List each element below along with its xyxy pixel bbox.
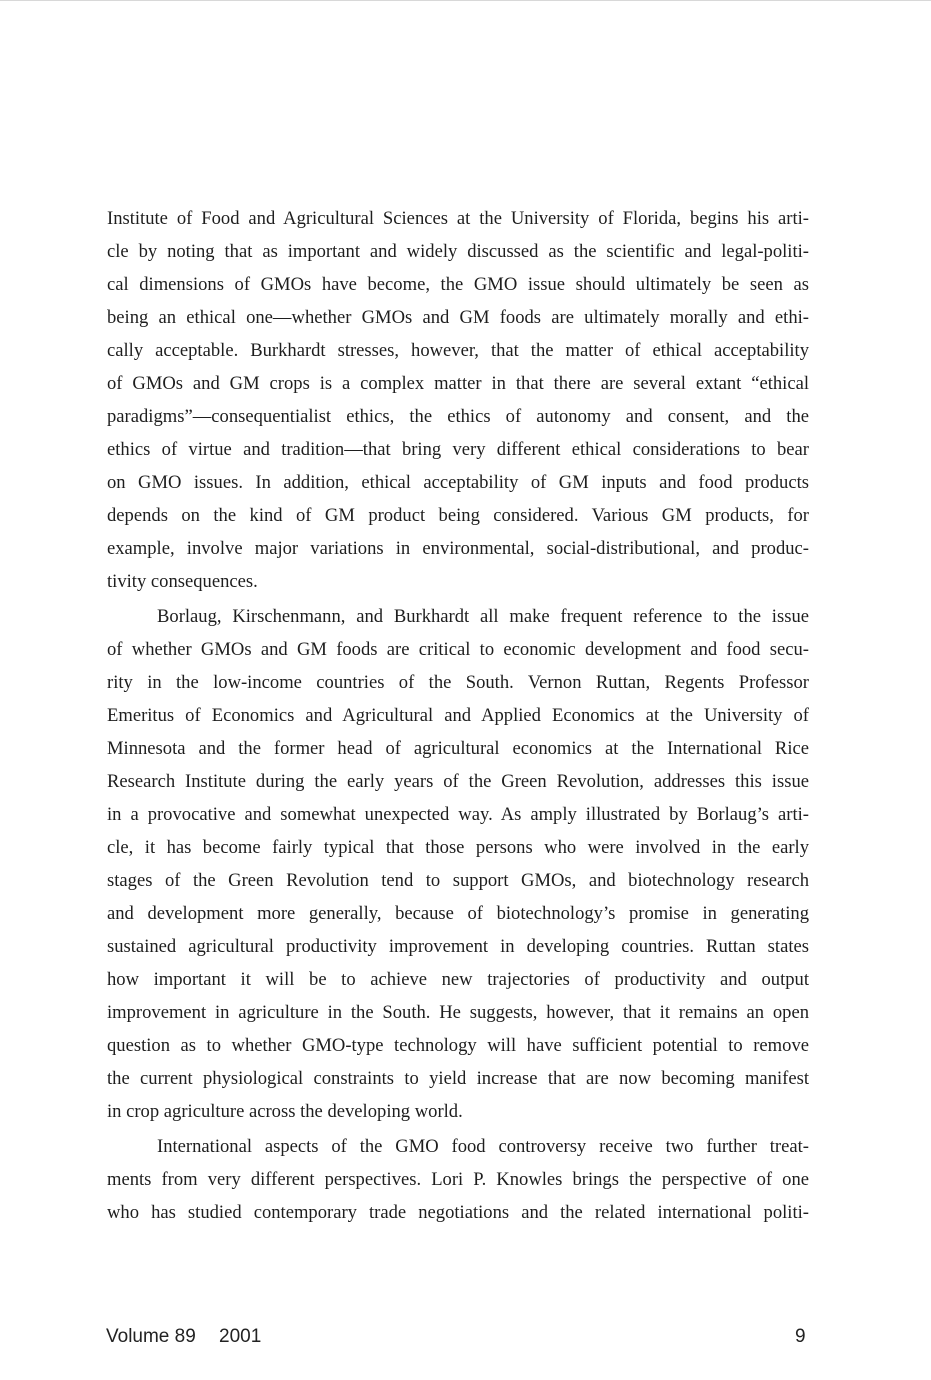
- text-line: of whether GMOs and GM foods are critical to economic development and food secu-: [107, 639, 809, 660]
- text-line: on GMO issues. In addition, ethical acceptability of GM inputs and food products: [107, 472, 809, 493]
- text-line: the current physiological constraints to yield increase that are now becoming manifest: [107, 1068, 809, 1089]
- text-line: being an ethical one—whether GMOs and GM foods are ultimately morally and ethi-: [107, 307, 809, 328]
- text-line: ments from very different perspectives. Lori P. Knowles brings the perspective of one: [107, 1169, 809, 1190]
- text-line: question as to whether GMO-type technology will have sufficient potential to remove: [107, 1035, 809, 1056]
- text-line: of GMOs and GM crops is a complex matter in that there are several extant “ethical: [107, 373, 809, 394]
- text-line: sustained agricultural productivity improvement in developing countries. Ruttan states: [107, 936, 809, 957]
- text-line: rity in the low-income countries of the South. Vernon Ruttan, Regents Professor: [107, 672, 809, 693]
- text-line: cle, it has become fairly typical that those persons who were involved in the early: [107, 837, 809, 858]
- text-line: cle by noting that as important and widely discussed as the scientific and legal-politi-: [107, 241, 809, 262]
- text-line: Borlaug, Kirschenmann, and Burkhardt all make frequent reference to the issue: [157, 606, 809, 627]
- text-line: in a provocative and somewhat unexpected way. As amply illustrated by Borlaug’s arti-: [107, 804, 809, 825]
- text-line: ethics of virtue and tradition—that bring very different ethical considerations to bear: [107, 439, 809, 460]
- text-line: improvement in agriculture in the South. He suggests, however, that it remains an open: [107, 1002, 809, 1023]
- text-line: example, involve major variations in environmental, social-distributional, and produc-: [107, 538, 809, 559]
- top-edge-rule: [0, 0, 931, 1]
- text-line: who has studied contemporary trade negotiations and the related international politi-: [107, 1202, 809, 1223]
- text-line: how important it will be to achieve new trajectories of productivity and output: [107, 969, 809, 990]
- text-line: Institute of Food and Agricultural Sciences at the University of Florida, begins his arti-: [107, 208, 809, 229]
- footer-volume: Volume 89: [106, 1326, 196, 1347]
- page-number: 9: [795, 1326, 806, 1347]
- text-line: Research Institute during the early years of the Green Revolution, addresses this issue: [107, 771, 809, 792]
- text-line: cally acceptable. Burkhardt stresses, however, that the matter of ethical acceptability: [107, 340, 809, 361]
- text-line: International aspects of the GMO food controversy receive two further treat-: [157, 1136, 809, 1157]
- text-line: in crop agriculture across the developing world.: [107, 1101, 463, 1122]
- text-line: tivity consequences.: [107, 571, 258, 592]
- text-line: and development more generally, because of biotechnology’s promise in generating: [107, 903, 809, 924]
- text-line: paradigms”—consequentialist ethics, the ethics of autonomy and consent, and the: [107, 406, 809, 427]
- text-line: Emeritus of Economics and Agricultural and Applied Economics at the University of: [107, 705, 809, 726]
- text-line: stages of the Green Revolution tend to support GMOs, and biotechnology research: [107, 870, 809, 891]
- text-line: cal dimensions of GMOs have become, the GMO issue should ultimately be seen as: [107, 274, 809, 295]
- text-line: Minnesota and the former head of agricultural economics at the International Rice: [107, 738, 809, 759]
- text-line: depends on the kind of GM product being considered. Various GM products, for: [107, 505, 809, 526]
- footer-year: 2001: [219, 1326, 262, 1347]
